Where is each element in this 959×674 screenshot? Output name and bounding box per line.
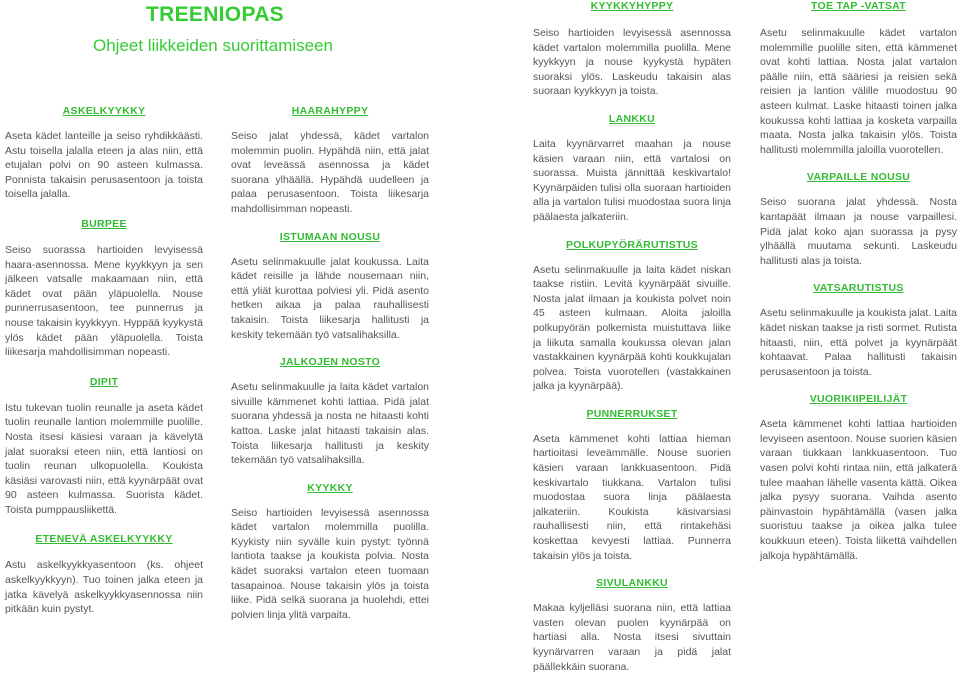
section-burpee — [5, 218, 203, 360]
column-1 — [5, 105, 203, 617]
section-heading: ISTUMAAN NOUSU — [279, 230, 381, 243]
section-eteneva-askelkyykky — [5, 533, 203, 616]
section-heading: BURPEE — [81, 217, 127, 230]
section-polkupyorarutistus — [533, 239, 731, 394]
section-jalkojen-nosto — [231, 356, 429, 468]
section-text: Seiso jalat yhdessä, kädet vartalon molemmin puolin. Hypähdä niin, että jalat ovat leveässä asennossa ja kädet suorana ylhäällä. Hypähdä uudelleen ja palaa perusasentoon. Toista liikesarja mahdollisimman nopeasti. — [231, 130, 429, 215]
section-heading: VATSARUTISTUS — [813, 282, 904, 295]
section-punnerrukset — [533, 408, 731, 563]
section-text: Aseta kämmenet kohti lattiaa hieman hartioitasi leveämmälle. Nouse suorien käsien varaan lankkuasentoon. Pidä keskivartalo tiukkana. Vartalon tulisi muodostaa suora linja päälaesta jalkateriin. Koukista käsivarsiasi rauhallisesti niin, että rintakehäsi koskettaa kevyesti lattiaa. Punnerra takaisin ylös ja toista. — [533, 432, 731, 562]
section-toe-tap-vatsat — [760, 0, 957, 157]
section-vuorikiipeilijat — [760, 393, 957, 563]
section-dipit — [5, 376, 203, 518]
section-haarahyppy — [231, 105, 429, 217]
section-text: Asetu selinmakuulle kädet vartalon molemmille puolille siten, että kämmenet ovat kohti lattiaa. Nosta jalat vartalon päälle niin, että sääriesi ja reisien sekä reisien ja lantion välille muodostuu 90 asteen kulmat. Laske hitaasti toinen jalka koukussa kohti lattiaa ja kosketa varpailla maata. Nosta jalka takaisin ylös. Toista hallitusti molemmilla jaloilla vuorotellen. — [760, 27, 957, 156]
section-text: Seiso hartioiden levyisessä asennossa kädet vartalon molemmilla puolilla. Mene kyykkyyn ja nouse kyykystä hypäten suoraksi ylös. Laskeudu takaisin alas suoraan kyykkyyn ja toista. — [533, 27, 731, 98]
section-text: Asetu selinmakuulle ja koukista jalat. Laita kädet niskan taakse ja risti sormet. Rutista hitaasti, niin, että polvet ja kyynärpäät kohtaavat. Palaa hallitusti takaisin perusasentoon ja toista. — [760, 307, 957, 378]
section-heading: SIVULANKKU — [596, 577, 668, 590]
section-heading: KYYKKY — [307, 481, 353, 494]
section-text: Asetu selinmakuulle jalat koukussa. Laita kädet reisille ja lähde nousemaan niin, että yliät kurottaa polviesi yli. Pidä asento hetken aikaa ja palaa rauhallisesti takaisin. Toista liikesarja hallitusti ja keskity tekemään työ vatsalihaksilla. — [231, 255, 429, 341]
section-text: Aseta kädet lanteille ja seiso ryhdikkäästi. Astu toisella jalalla eteen ja alas niin, että etujalan polvi on 90 asteen kulmassa. Ponnista takaisin perusasentoon ja toista toisella jalalla. — [5, 130, 203, 201]
section-heading: POLKUPYÖRÄRUTISTUS — [566, 238, 698, 251]
section-heading: HAARAHYPPY — [291, 105, 369, 117]
section-text: Seiso hartioiden levyisessä asennossa kädet vartalon molemmilla puolilla. Kyykisty niin syvälle kuin pystyt: työnnä lantiota taakse ja koukista polvia. Nosta kädet suoraksi vartalon eteen tuomaan tasapainoa. Nouse takaisin ylös ja toista liike. Pidä selkä suorana ja huolehdi, ettei polvien linja ylitä varpaita. — [231, 506, 429, 621]
section-sivulankku — [533, 577, 731, 674]
section-kyykkyhyppy — [533, 0, 731, 99]
section-lankku — [533, 113, 731, 225]
column-3 — [533, 0, 731, 674]
section-text: Asetu selinmakuulle ja laita kädet vartalon sivuille kämmenet kohti lattiaa. Pidä jalat suorana yhdessä ja nosta ne hitaasti kohti kattoa. Laske jalat hitaasti takaisin alas. Toista liikesarja hallitusti ja keskity tekemään työ vatsalihaksilla. — [231, 381, 429, 467]
section-askelkyykky — [5, 105, 203, 202]
section-heading: VUORIKIIPEILIJÄT — [809, 393, 908, 406]
section-varpaille-nousu — [760, 171, 957, 268]
section-heading: JALKOJEN NOSTO — [279, 356, 381, 369]
section-heading: ASKELKYYKKY — [62, 105, 146, 117]
section-heading: VARPAILLE NOUSU — [806, 171, 911, 184]
section-heading: LANKKU — [608, 112, 656, 125]
section-text: Asetu selinmakuulle ja laita kädet niskan taakse ristiin. Levitä kyynärpäät sivuille. Nosta jalat ilmaan ja koukista polvet noin 45 asteen kulmaan. Aloita jaloilla polkupyörän polkemista muistuttava liike ja liikuta samalla koukussa olevan jalan vastakkainen kyynärpää kohti koukkujalan polvea. Toista vuorotellen (vastakkainen jalka ja kyynärpää). — [533, 263, 731, 393]
section-kyykky — [231, 482, 429, 623]
section-heading: KYYKKYHYPPY — [590, 0, 674, 12]
column-2 — [231, 105, 429, 622]
section-text: Makaa kyljelläsi suorana niin, että lattiaa vasten olevan puolen kyynärpää on hartiasi alla. Nosta itsesi sivuttain kyynärvarren varaan ja pidä jalat päällekkäin suorana. — [533, 602, 731, 673]
section-vatsarutistus — [760, 282, 957, 379]
section-text: Aseta kämmenet kohti lattiaa hartioiden levyiseen asentoon. Nouse suorien käsien varaan tiukkaan lankkuasentoon. Tuo vasen polvi kohti rintaa niin, että jalkaterä tulee maahan lähelle vasenta kättä. Oikea jalka pysyy suorana. Vaihda asento päinvastoin hypähtämällä (vasen jalka suoristuu taakse ja oikea jalka tulee koukkuun eteen). Toista liikettä vaihdellen jalkoja hypähtämällä. — [760, 418, 957, 562]
section-heading: TOE TAP -VATSAT — [811, 0, 906, 12]
page-subtitle: Ohjeet liikkeiden suorittamiseen — [93, 36, 334, 55]
section-text: Seiso suorana jalat yhdessä. Nosta kantapäät ilmaan ja nouse varpaillesi. Pidä jalat koko ajan suorassa ja pysy ylhäällä muutama sekunti. Laskeudu hallitusti alas ja toista. — [760, 196, 957, 267]
section-text: Laita kyynärvarret maahan ja nouse käsien varaan niin, että vartalosi on suorassa. Muista jännittää keskivartalo! Kyynärpäiden tulisi olla suoraan hartioiden alla ja vartalon tulisi muodostaa suora linja päälaesta jalkateriin. — [533, 137, 731, 223]
section-text: Seiso suorassa hartioiden levyisessä haara-asennossa. Mene kyykkyyn ja sen jälkeen vatsalle makaamaan niin, että kädet ovat pään yläpuolella. Nouse punnerrusasentoon, tee punnerrus ja nouse takaisin kyykkyyn. Hyppää kyykystä ylös kädet pään yläpuolella. Toista liikesarja mahdollisimman nopeasti. — [5, 243, 203, 359]
section-istumaan-nousu — [231, 231, 429, 343]
section-heading: ETENEVÄ ASKELKYYKKY — [35, 533, 173, 546]
section-text: Istu tukevan tuolin reunalle ja aseta kädet tuolin reunalle lantion molemmille puolille. Nosta itsesi käsiesi varaan ja kävelytä jalat suoraksi eteen niin, että lantiosi on tuolin reunan ulkopuolella. Koukista käsiäsi varovasti niin, että kyynärpäät ovat 90 asteen kulmassa. Suorista kädet. Toista pumppausliikettä. — [5, 401, 203, 516]
column-4 — [760, 0, 957, 563]
section-text: Astu askelkyykkyasentoon (ks. ohjeet askelkyykkyyn). Tuo toinen jalka eteen ja jatka kävelyä askelkyykkyasennossa niin pitkään kuin pystyt. — [5, 559, 203, 616]
section-heading: DIPIT — [89, 375, 119, 388]
section-heading: PUNNERRUKSET — [586, 407, 678, 420]
page-title: TREENIOPAS — [146, 3, 284, 26]
